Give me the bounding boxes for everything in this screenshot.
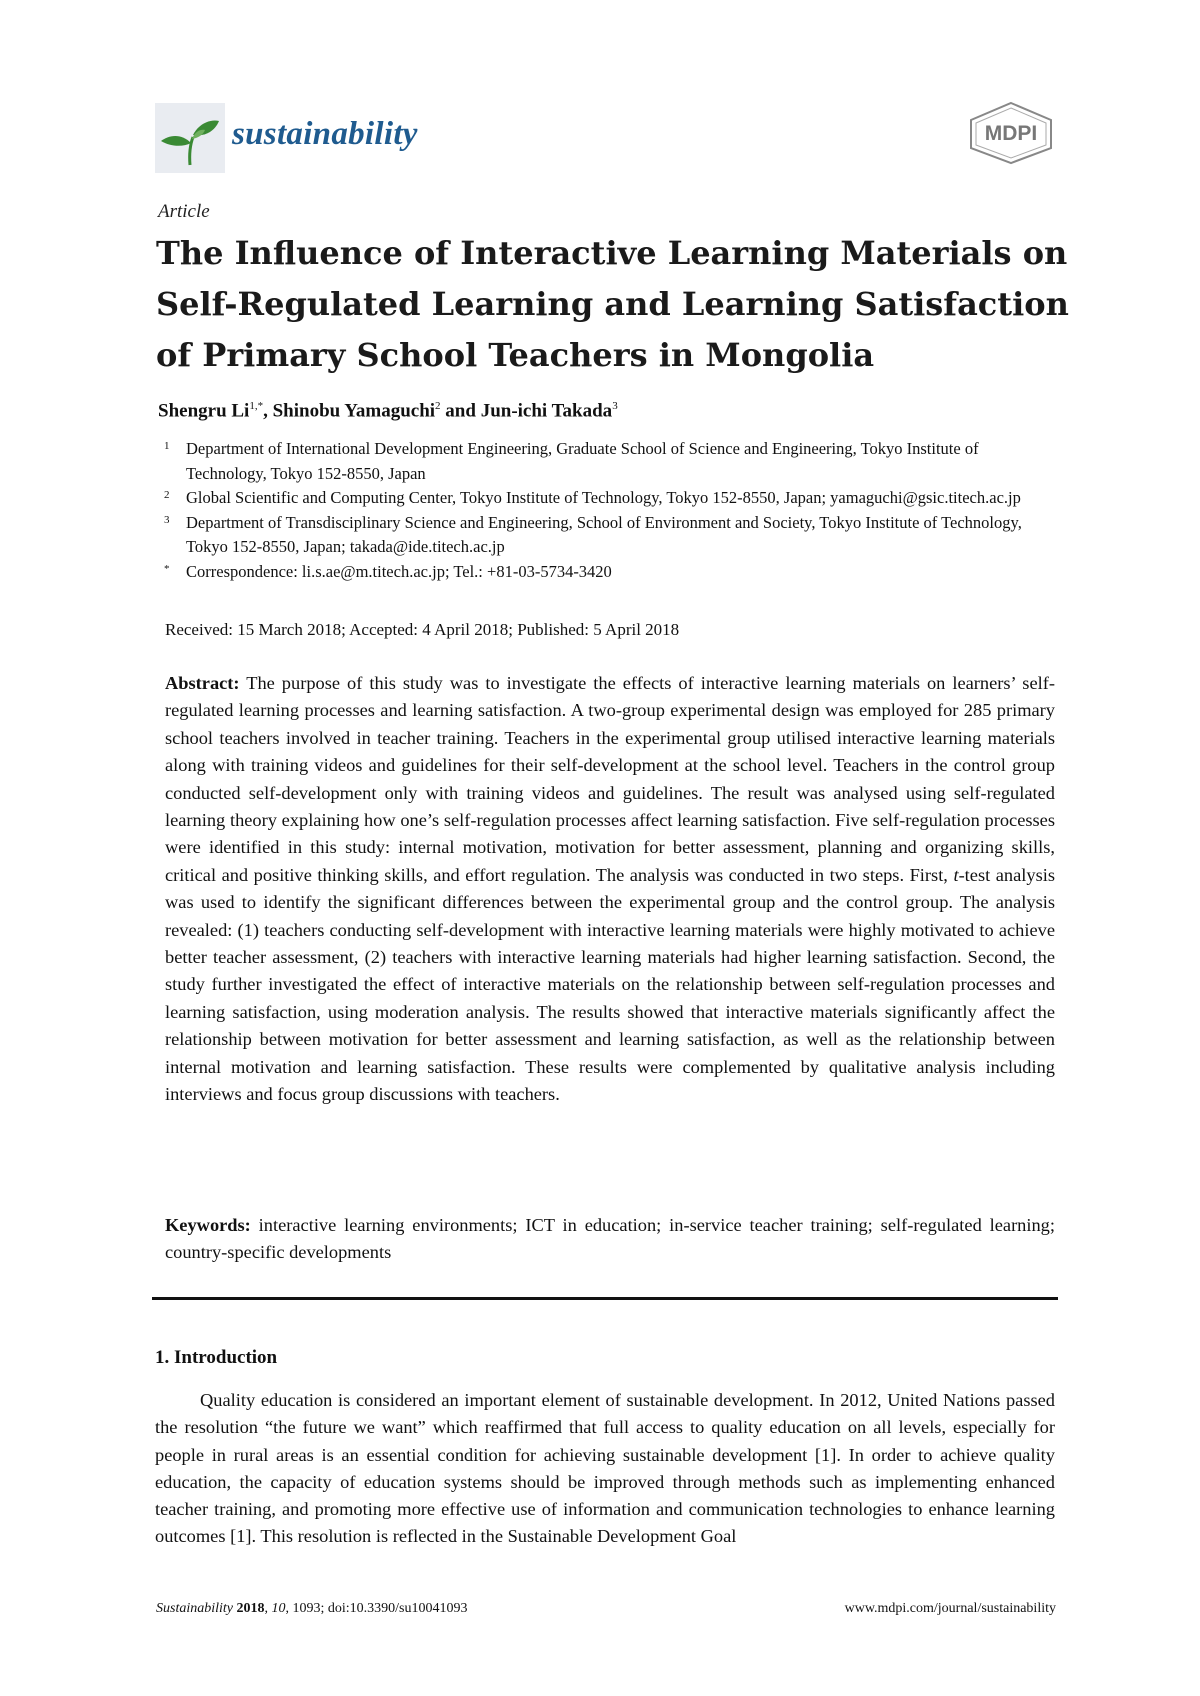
section-divider bbox=[152, 1297, 1058, 1300]
correspondence: * Correspondence: li.s.ae@m.titech.ac.jp; Tel.: +81-03-5734-3420 bbox=[164, 561, 612, 581]
author-affiliation-mark: 2 bbox=[435, 400, 441, 412]
introduction-paragraph: Quality education is considered an important element of sustainable development. In 2012, United Nations passed the resolution “the future we want” which reaffirmed that full access to quality education on all levels, especially for people in rural areas is an essential condition for achieving sustainable development [1]. In order to achieve quality education, the capacity of education systems should be improved through methods such as implementing enhanced teacher training, and promoting more effective use of information and communication technologies to enhance learning outcomes [1]. This resolution is reflected in the Sustainable Development Goal bbox=[155, 1390, 1055, 1547]
affiliation-item: 1 Department of International Development Engineering, Graduate School of Science and Engineering, Tokyo Institute of Technology, Tokyo 152-8550, Japan bbox=[164, 439, 979, 483]
author-name: Jun-ichi Takada bbox=[480, 400, 613, 422]
abstract: Abstract: The purpose of this study was to investigate the effects of interactive learning materials on learners’ self-regulated learning processes and learning satisfaction. A two-group experimental design was employed for 285 primary school teachers involved in teacher training. Teachers in the experimental group utilised interactive learning materials along with training videos and guidelines for their self-development at the school level. Teachers in the control group conducted self-development only with training videos and guidelines. The result was analysed using self-regulated learning theory explaining how one’s self-regulation processes affect learning satisfaction. Five self-regulation processes were identified in this study: internal motivation, motivation for better assessment, planning and organizing skills, critical and positive thinking skills, and effort regulation. The analysis was conducted in two steps. First, t-test analysis was used to identify the significant differences between the experimental group and the control group. The analysis revealed: (1) teachers conducting self-development with interactive learning materials were highly motivated to achieve better teacher assessment, (2) teachers with interactive learning materials had higher learning satisfaction. Second, the study further investigated the effect of interactive materials on the relationship between self-regulation processes and learning satisfaction, using moderation analysis. The results showed that interactive materials significantly affect the relationship between motivation for better assessment and learning satisfaction, as well as the relationship between internal motivation and learning satisfaction. These results were complemented by qualitative analysis including interviews and focus group discussions with teachers. bbox=[165, 673, 1055, 1105]
affiliations bbox=[158, 437, 1058, 584]
author-affiliation-mark: 3 bbox=[612, 400, 618, 412]
publication-dates: Received: 15 March 2018; Accepted: 4 April 2018; Published: 5 April 2018 bbox=[165, 620, 680, 639]
keywords: Keywords: interactive learning environments; ICT in education; in-service teacher training; self-regulated learning; country-specific developments bbox=[165, 1215, 1055, 1263]
section-heading: 1. Introduction bbox=[155, 1347, 278, 1368]
footer-journal-link[interactable]: www.mdpi.com/journal/sustainability bbox=[844, 1601, 1056, 1616]
author-name: Shinobu Yamaguchi bbox=[272, 400, 436, 422]
leaf-sprout-icon bbox=[155, 103, 225, 173]
footer-citation: Sustainability 2018, 10, 1093; doi:10.3390/su10041093 bbox=[156, 1601, 468, 1616]
journal-name: sustainability bbox=[232, 116, 418, 152]
publisher-name: MDPI bbox=[984, 122, 1038, 145]
author-name: Shengru Li bbox=[158, 400, 250, 422]
affiliation-item: 2 Global Scientific and Computing Center, Tokyo Institute of Technology, Tokyo 152-8550, Japan; yamaguchi@gsic.titech.ac.jp bbox=[164, 488, 1021, 507]
journal-logo bbox=[155, 103, 225, 173]
keywords-label: Keywords: bbox=[165, 1215, 251, 1235]
abstract-label: Abstract: bbox=[165, 673, 240, 693]
affiliation-item: 3 Department of Transdisciplinary Science and Engineering, School of Environment and Society, Tokyo Institute of Technology, Tokyo 152-8550, Japan; takada@ide.titech.ac.jp bbox=[164, 512, 1022, 556]
author-list: Shengru $Li^{1,*}$, Shinobu Yamaguchi$^2$ and Jun-ichi Takada$^3$ bbox=[158, 400, 618, 422]
author-affiliation-mark: 1,* bbox=[249, 400, 264, 412]
mdpi-logo bbox=[966, 100, 1056, 166]
article-type: Article bbox=[158, 201, 210, 222]
paper-title: The Influence of Interactive Learning Materials on Self-Regulated Learning and Learning Satisfaction of Primary School Teachers in Mongolia bbox=[156, 234, 1069, 374]
